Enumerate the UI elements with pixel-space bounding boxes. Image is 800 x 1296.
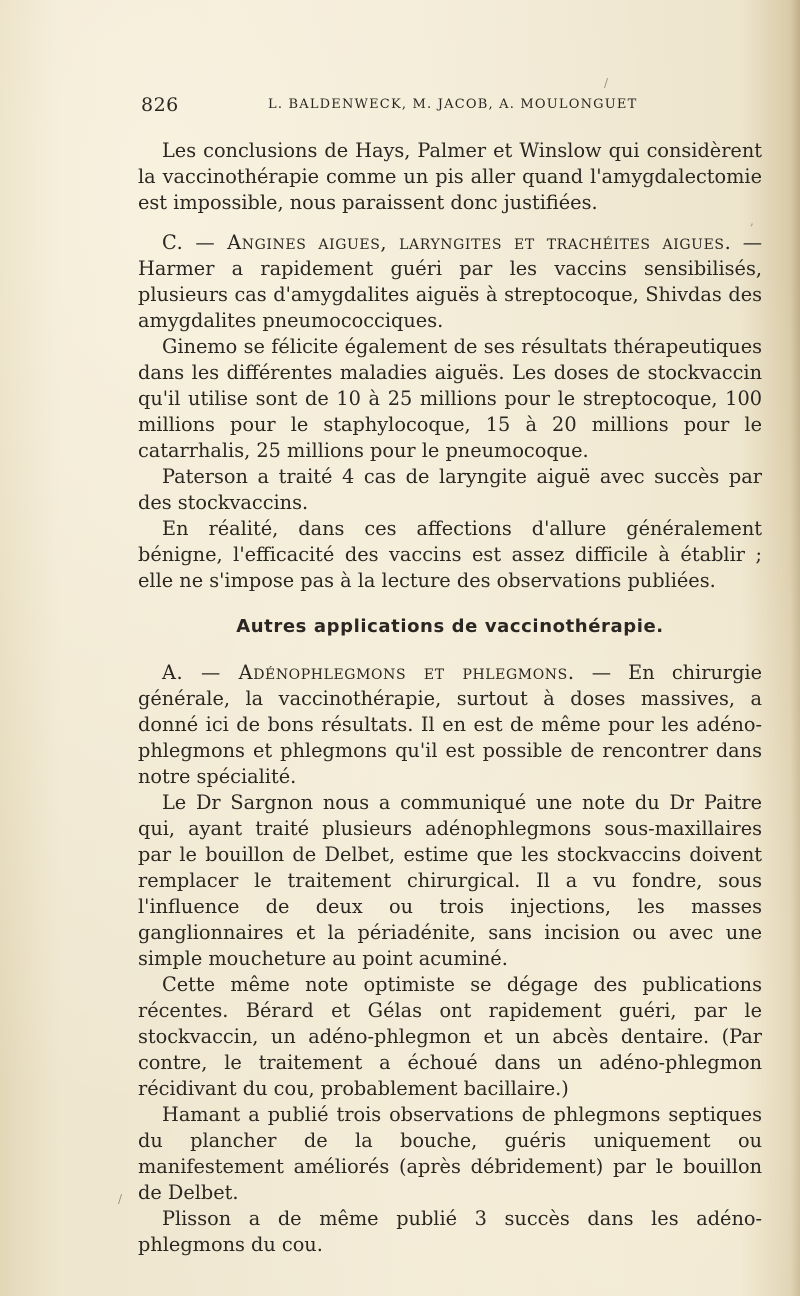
body-text bbox=[138, 138, 762, 1258]
paragraph-plisson: Plisson a de même publié 3 succès dans les adéno-phlegmons du cou. bbox=[138, 1207, 762, 1256]
paragraph-adenophlegmons bbox=[138, 660, 762, 790]
paragraph-angines bbox=[138, 230, 762, 334]
page-header bbox=[141, 94, 761, 118]
paper-speck: / bbox=[118, 1192, 123, 1206]
running-head: L. BALDENWECK, M. JACOB, A. MOULONGUET bbox=[268, 97, 638, 112]
section-label-angines: C. — Angines aigues, laryngites et trachéites aigues. bbox=[162, 231, 732, 254]
paragraph-adenophlegmons-text: — En chirurgie générale, la vaccinothérapie, surtout à doses massives, a donné ici de bons résultats. Il en est de même pour les adéno-phlegmons et phlegmons qu'il est possible de rencontrer dans notre spécialité. bbox=[138, 661, 762, 788]
paragraph-berard: Cette même note optimiste se dégage des publications récentes. Bérard et Gélas ont rapidement guéri, par le stockvaccin, un adéno-phlegmon et un abcès dentaire. (Par contre, le traitement a échoué dans un adéno-phlegmon récidivant du cou, probablement bacillaire.) bbox=[138, 973, 762, 1100]
paragraph-paterson: Paterson a traité 4 cas de laryngite aiguë avec succès par des stockvaccins. bbox=[138, 465, 762, 514]
paper-speck: , bbox=[750, 214, 754, 228]
paragraph-angines-text: — Harmer a rapidement guéri par les vaccins sensibilisés, plusieurs cas d'amygdalites aiguës à streptocoque, Shivdas des amygdalites pneumococciques. bbox=[138, 231, 762, 332]
paragraph-hamant: Hamant a publié trois observations de phlegmons septiques du plancher de la bouche, guéris uniquement ou manifestement améliorés (après débridement) par le bouillon de Delbet. bbox=[138, 1103, 762, 1204]
page-number: 826 bbox=[141, 94, 179, 116]
paper-speck: / bbox=[604, 76, 609, 90]
paragraph-conclusions: Les conclusions de Hays, Palmer et Winslow qui considèrent la vaccinothérapie comme un pis aller quand l'amygdalectomie est impossible, nous paraissent donc justifiées. bbox=[138, 139, 762, 214]
section-label-adenophlegmons: A. — Adénophlegmons et phlegmons. bbox=[162, 661, 575, 684]
paragraph-sargnon: Le Dr Sargnon nous a communiqué une note du Dr Paitre qui, ayant traité plusieurs adénophlegmons sous-maxillaires par le bouillon de Delbet, estime que les stockvaccins doivent remplacer le traitement chirurgical. Il a vu fondre, sous l'influence de deux ou trois injections, les masses ganglionnaires et la périadénite, sans incision ou avec une simple moucheture au point acuminé. bbox=[138, 791, 762, 970]
paragraph-realite: En réalité, dans ces affections d'allure généralement bénigne, l'efficacité des vaccins est assez difficile à établir ; elle ne s'impose pas à la lecture des observations publiées. bbox=[138, 517, 762, 592]
paragraph-ginemo: Ginemo se félicite également de ses résultats thérapeutiques dans les différentes maladies aiguës. Les doses de stockvaccin qu'il utilise sont de 10 à 25 millions pour le streptocoque, 100 millions pour le staphylocoque, 15 à 20 millions pour le catarrhalis, 25 millions pour le pneumocoque. bbox=[138, 335, 762, 462]
section-heading: Autres applications de vaccinothérapie. bbox=[236, 616, 664, 637]
